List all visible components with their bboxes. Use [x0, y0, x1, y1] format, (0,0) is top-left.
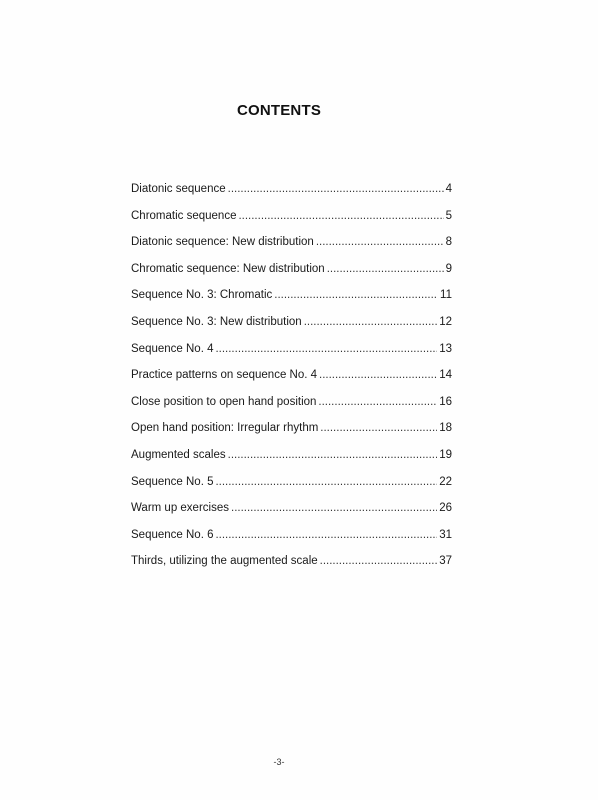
toc-entry-page: 12: [439, 315, 452, 328]
toc-leader-dots: [215, 526, 437, 544]
toc-entry-page: 9: [445, 262, 452, 275]
toc-entry-page: 16: [439, 395, 452, 408]
toc-entry: [131, 446, 452, 473]
toc-entry: [131, 207, 452, 234]
toc-entry-title: Sequence No. 4: [131, 342, 214, 355]
toc-entry-title: Warm up exercises: [131, 502, 229, 515]
toc-entry-page: 18: [439, 422, 452, 435]
toc-entry-title: Chromatic sequence: New distribution: [131, 262, 325, 275]
toc-entry-title: Augmented scales: [131, 448, 226, 461]
toc-leader-dots: [319, 366, 437, 384]
toc-entry-page: 4: [445, 183, 452, 195]
toc-leader-dots: [231, 499, 437, 517]
toc-entry-title: Thirds, utilizing the augmented scale: [131, 555, 318, 568]
toc-entry-page: 13: [439, 342, 452, 355]
toc-leader-dots: [215, 473, 437, 491]
toc-entry: [131, 180, 452, 207]
toc-entry: [131, 419, 452, 446]
toc-entry-page: 8: [445, 236, 452, 249]
toc-entry: [131, 286, 452, 313]
toc-entry: [131, 340, 452, 367]
toc-entry-page: 11: [440, 289, 452, 302]
toc-entry-page: 5: [445, 209, 452, 222]
toc-entry: [131, 499, 452, 526]
toc-entry-title: Practice patterns on sequence No. 4: [131, 369, 318, 382]
toc-leader-dots: [318, 393, 437, 411]
toc-entry-title: Diatonic sequence: [131, 183, 226, 195]
toc-entry: [131, 552, 452, 579]
toc-leader-dots: [320, 419, 437, 437]
toc-leader-dots: [320, 552, 438, 570]
toc-leader-dots: [228, 446, 438, 464]
toc-entry-page: 26: [439, 502, 452, 515]
toc-entry-page: 31: [439, 528, 452, 541]
toc-entry-title: Sequence No. 6: [131, 528, 214, 541]
toc-leader-dots: [316, 233, 444, 251]
toc-entry: [131, 526, 452, 553]
toc-leader-dots: [327, 260, 444, 278]
toc-entry: [131, 313, 452, 340]
toc-entry-title: Sequence No. 3: Chromatic: [131, 289, 273, 302]
toc-entry-title: Open hand position: Irregular rhythm: [131, 422, 319, 435]
toc-entry-page: 14: [439, 369, 452, 382]
toc-entry: [131, 473, 452, 500]
toc-entry-title: Close position to open hand position: [131, 395, 317, 408]
toc-leader-dots: [215, 340, 437, 358]
toc-leader-dots: [304, 313, 438, 331]
toc-entry: [131, 393, 452, 420]
toc-entry: [131, 260, 452, 287]
toc-entry: [131, 366, 452, 393]
toc-leader-dots: [238, 207, 443, 225]
toc-entry-page: 22: [439, 475, 452, 488]
page-title: CONTENTS: [236, 102, 322, 119]
toc-entry-page: 19: [439, 448, 452, 461]
toc-leader-dots: [228, 180, 444, 198]
page-number: -3-: [273, 757, 285, 767]
toc-entry: [131, 233, 452, 260]
toc-entry-title: Sequence No. 3: New distribution: [131, 315, 302, 328]
toc-entry-page: 37: [439, 555, 452, 568]
table-of-contents: [131, 180, 452, 579]
toc-entry-title: Diatonic sequence: New distribution: [131, 236, 314, 249]
toc-entry-title: Sequence No. 5: [131, 475, 214, 488]
toc-entry-title: Chromatic sequence: [131, 209, 237, 222]
toc-leader-dots: [274, 286, 438, 304]
